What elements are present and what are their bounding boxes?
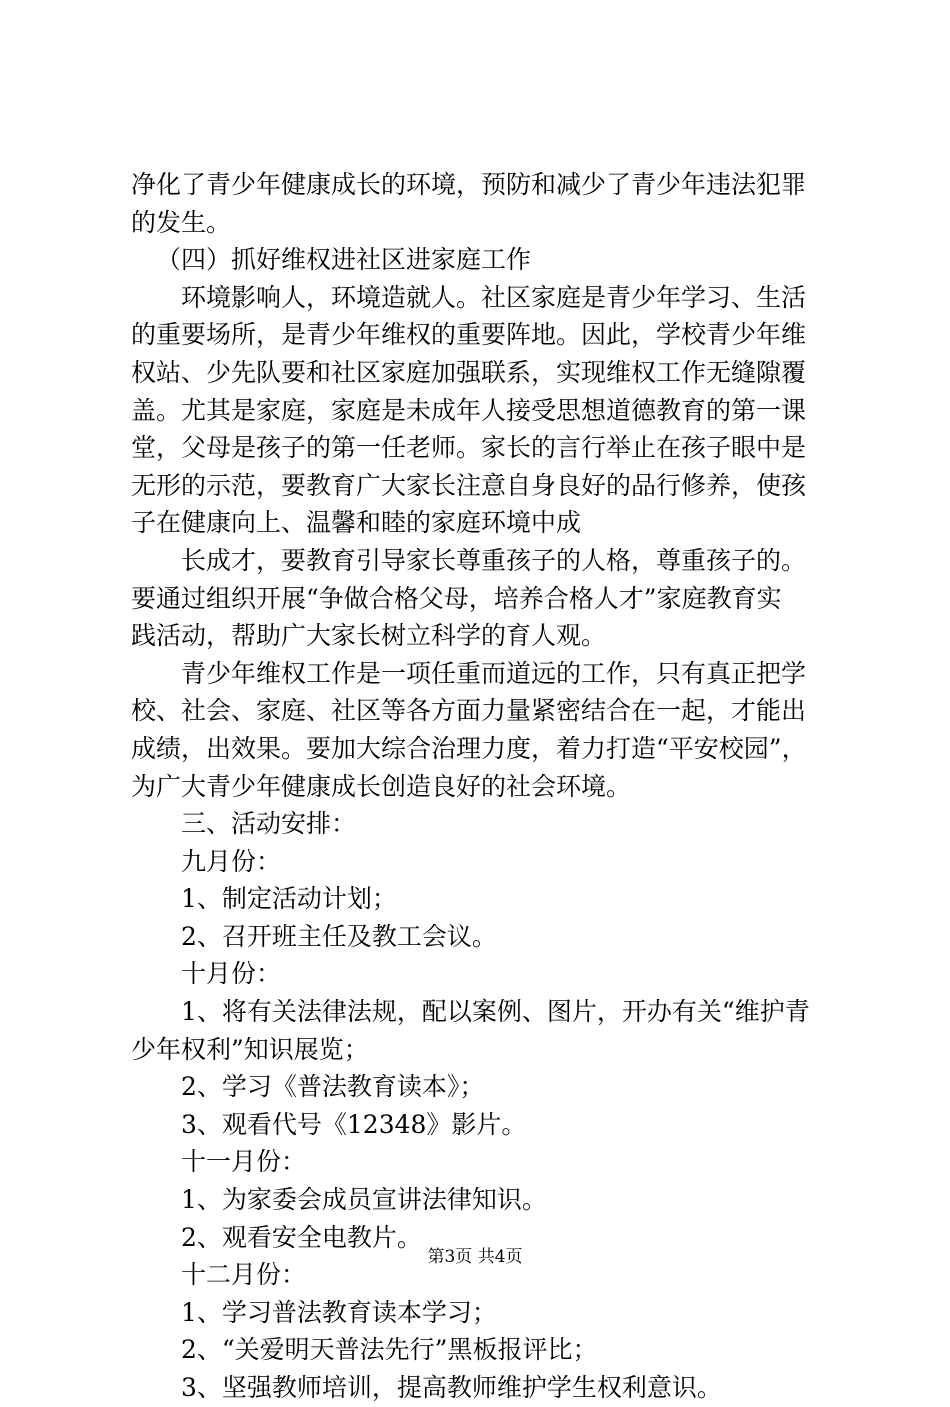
page-footer: [0, 1242, 950, 1267]
body-line: 校、社会、家庭、社区等各方面力量紧密结合在一起，才能出: [131, 696, 807, 726]
body-line: 堂，父母是孩子的第一任老师。家长的言行举止在孩子眼中是: [131, 433, 807, 463]
list-item: 1、将有关法律法规，配以案例、图片，开办有关“维护青: [181, 997, 810, 1027]
document-body: [131, 166, 831, 1407]
body-line: 要通过组织开展“争做合格父母，培养合格人才”家庭教育实: [131, 583, 782, 613]
body-line: 的发生。: [131, 207, 232, 237]
list-item: 1、学习普法教育读本学习；: [181, 1297, 497, 1327]
body-line: 为广大青少年健康成长创造良好的社会环境。: [131, 771, 632, 801]
body-line: 的重要场所，是青少年维权的重要阵地。因此，学校青少年维: [131, 320, 807, 350]
body-line: 无形的示范，要教育广大家长注意自身良好的品行修养，使孩: [131, 470, 807, 500]
body-line: 长成才，要教育引导家长尊重孩子的人格，尊重孩子的。: [181, 545, 807, 575]
body-line: 子在健康向上、温馨和睦的家庭环境中成: [131, 508, 582, 538]
list-item: 2、观看安全电教片。: [181, 1222, 422, 1252]
body-line: 青少年维权工作是一项任重而道远的工作，只有真正把学: [181, 658, 807, 688]
list-item: 1、为家委会成员宣讲法律知识。: [181, 1185, 547, 1215]
list-item: 1、制定活动计划；: [181, 884, 397, 914]
list-item-continuation: 少年权利”知识展览；: [131, 1034, 369, 1064]
body-line: 权站、少先队要和社区家庭加强联系，实现维权工作无缝隙覆: [131, 357, 807, 387]
body-line: 盖。尤其是家庭，家庭是未成年人接受思想道德教育的第一课: [131, 395, 807, 425]
month-heading: 十月份：: [181, 959, 282, 989]
list-item: 3、坚强教师培训，提高教师维护学生权利意识。: [181, 1373, 722, 1402]
list-item: 2、学习《普法教育读本》；: [181, 1072, 485, 1102]
section-heading: 三、活动安排：: [181, 809, 357, 839]
month-heading: 九月份：: [181, 846, 282, 876]
month-heading: 十一月份：: [181, 1147, 307, 1177]
page-number: 第3页 共4页: [427, 1247, 523, 1267]
month-heading: 十二月份：: [181, 1260, 307, 1290]
body-line: 环境影响人，环境造就人。社区家庭是青少年学习、生活: [181, 282, 807, 312]
section-heading: （四）抓好维权进社区进家庭工作: [156, 245, 532, 275]
list-item: 3、观看代号《12348》影片。: [181, 1109, 527, 1139]
body-line: 净化了青少年健康成长的环境，预防和减少了青少年违法犯罪: [131, 170, 807, 199]
body-line: 成绩，出效果。要加大综合治理力度，着力打造“平安校园”，: [131, 733, 807, 763]
list-item: 2、“关爱明天普法先行”黑板报评比；: [181, 1335, 598, 1365]
list-item: 2、召开班主任及教工会议。: [181, 921, 497, 951]
body-line: 践活动，帮助广大家长树立科学的育人观。: [131, 621, 607, 651]
